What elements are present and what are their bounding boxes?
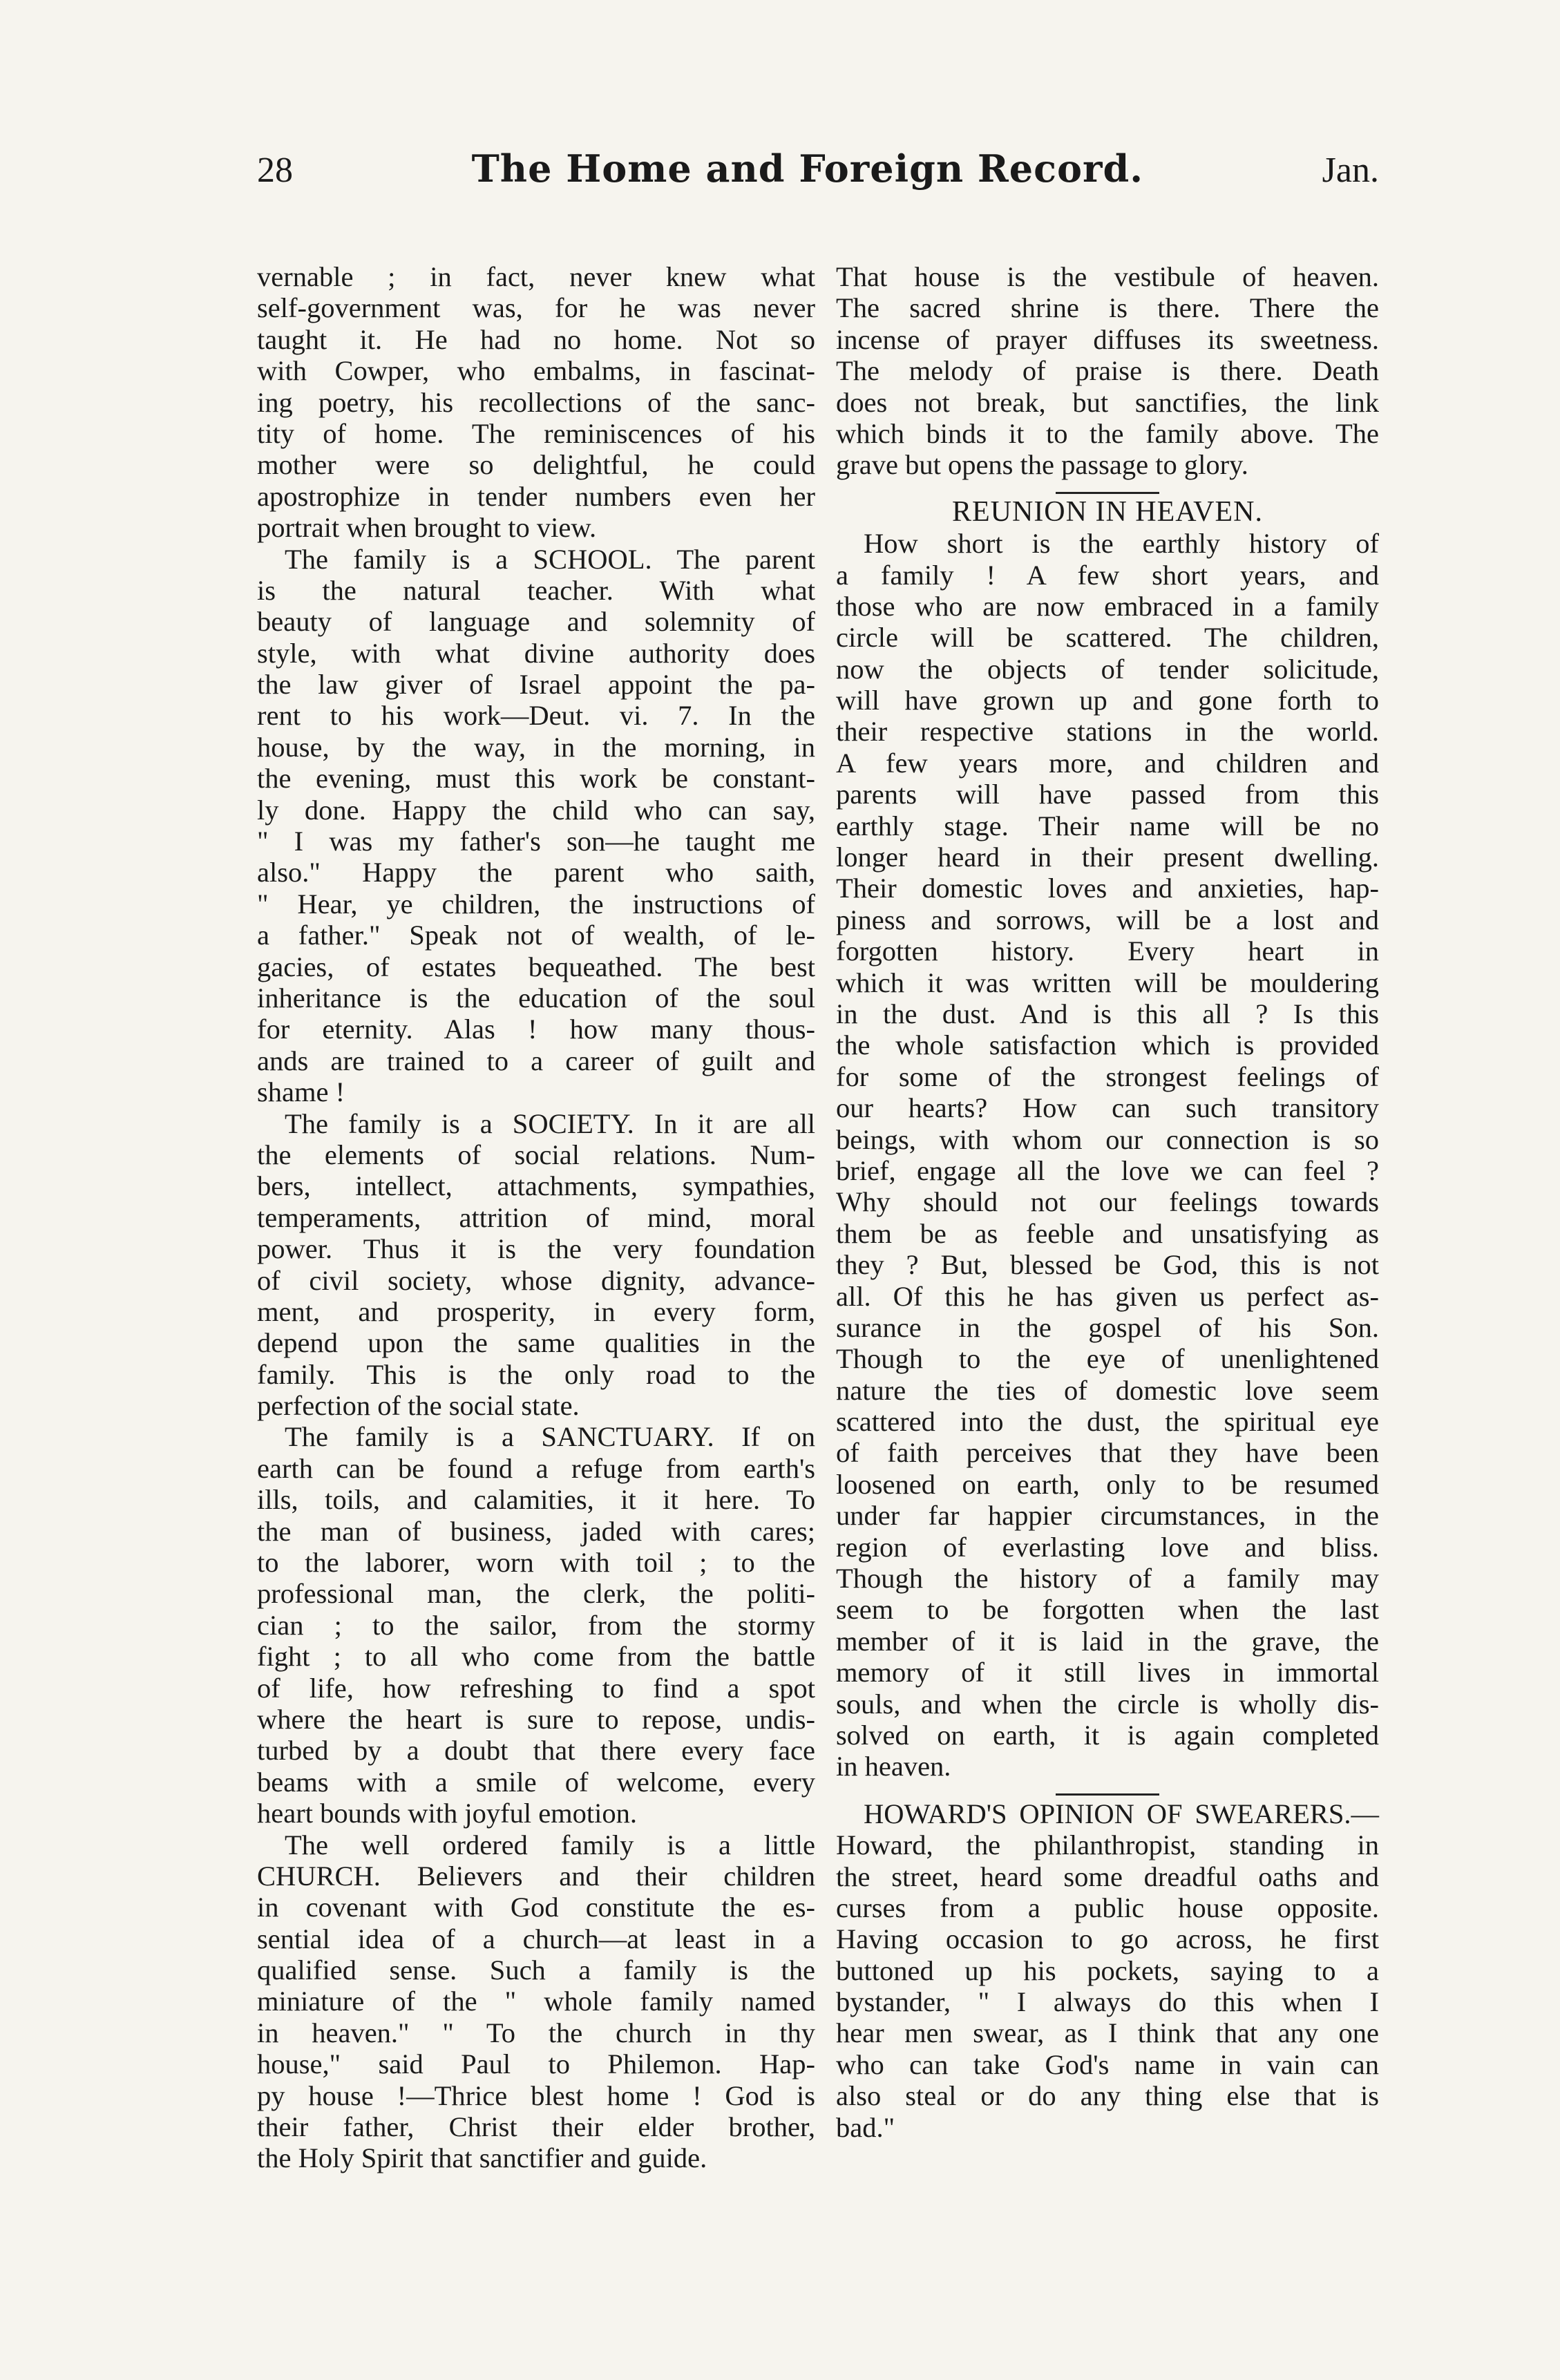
text-line: turbed by a doubt that there every face [257, 1735, 815, 1767]
text-line: self-government was, for he was never [257, 292, 815, 324]
text-line: heart bounds with joyful emotion. [257, 1798, 638, 1829]
text-line: now the objects of tender solicitude, [836, 653, 1379, 685]
text-line: gacies, of estates bequeathed. The best [257, 951, 815, 982]
text-line: ills, toils, and calamities, it it here. To [257, 1484, 815, 1516]
text-line: That house is the vestibule of heaven. [836, 261, 1379, 292]
text-line: grave but opens the passage to glory. [836, 449, 1248, 481]
text-line: portrait when brought to view. [257, 512, 597, 544]
text-line: qualified sense. Such a family is the [257, 1954, 815, 1986]
text-line: for eternity. Alas ! how many thous- [257, 1013, 815, 1045]
text-line: earthly stage. Their name will be no [836, 810, 1379, 841]
text-line: Though the history of a family may [836, 1563, 1379, 1594]
text-line: will have grown up and gone forth to [836, 685, 1379, 716]
text-line: apostrophize in tender numbers even her [257, 480, 815, 512]
text-line: the Holy Spirit that sanctifier and guide. [257, 2142, 707, 2174]
text-line: those who are now embraced in a family [836, 590, 1379, 622]
text-line: where the heart is sure to repose, undis- [257, 1703, 815, 1735]
text-line: member of it is laid in the grave, the [836, 1625, 1379, 1657]
page-number: 28 [257, 151, 293, 190]
text-line: taught it. He had no home. Not so [257, 323, 815, 355]
text-line: does not break, but sanctifies, the link [836, 386, 1379, 418]
text-line: longer heard in their present dwelling. [836, 841, 1379, 873]
howard-paragraph [836, 1798, 1379, 2143]
text-line: parents will have passed from this [836, 779, 1379, 810]
text-line: the evening, must this work be constant- [257, 763, 815, 794]
text-line: beings, with whom our connection is so [836, 1123, 1379, 1155]
text-line: perfection of the social state. [257, 1390, 580, 1422]
text-line: circle will be scattered. The children, [836, 622, 1379, 654]
text-line: beams with a smile of welcome, every [257, 1766, 815, 1798]
text-line: cian ; to the sailor, from the stormy [257, 1609, 815, 1641]
text-line: The family is a SOCIETY. In it are all [285, 1107, 815, 1139]
text-line: to the laborer, worn with toil ; to the [257, 1547, 815, 1579]
text-line: bers, intellect, attachments, sympathies, [257, 1170, 815, 1202]
text-line: seem to be forgotten when the last [836, 1594, 1379, 1626]
text-line: Their domestic loves and anxieties, hap- [836, 873, 1379, 904]
section-divider [1056, 492, 1159, 494]
text-line: nature the ties of domestic love seem [836, 1374, 1379, 1406]
text-line: also steal or do any thing else that is [836, 2080, 1379, 2112]
text-line: sential idea of a church—at least in a [257, 1923, 815, 1954]
text-line: miniature of the " whole family named [257, 1986, 815, 2017]
right-column [836, 261, 1379, 2143]
text-line: The sacred shrine is there. There the [836, 292, 1379, 324]
text-line: vernable ; in fact, never knew what [257, 261, 815, 292]
text-line: of life, how refreshing to find a spot [257, 1672, 815, 1704]
section-heading: REUNION IN HEAVEN. [951, 495, 1264, 528]
text-line: the law giver of Israel appoint the pa- [257, 669, 815, 701]
text-line: inheritance is the education of the soul [257, 982, 815, 1013]
text-line: which it was written will be mouldering [836, 967, 1379, 998]
text-line: in covenant with God constitute the es- [257, 1892, 815, 1923]
text-line: buttoned up his pockets, saying to a [836, 1954, 1379, 1986]
text-line: a father." Speak not of wealth, of le- [257, 920, 815, 951]
text-line: also." Happy the parent who saith, [257, 857, 815, 888]
text-line: rent to his work—Deut. vi. 7. In the [257, 700, 815, 732]
text-line: Having occasion to go across, he first [836, 1923, 1379, 1955]
text-line: house, by the way, in the morning, in [257, 731, 815, 763]
text-line: of faith perceives that they have been [836, 1437, 1379, 1469]
text-line: " Hear, ye children, the instructions of [257, 888, 815, 920]
text-line: in the dust. And is this all ? Is this [836, 998, 1379, 1029]
text-line: professional man, the clerk, the politi- [257, 1578, 815, 1610]
text-line: How short is the earthly history of [864, 528, 1379, 560]
text-line: forgotten history. Every heart in [836, 935, 1379, 967]
text-line: of civil society, whose dignity, advance- [257, 1264, 815, 1296]
text-line: power. Thus it is the very foundation [257, 1233, 815, 1265]
text-line: fight ; to all who come from the battle [257, 1641, 815, 1673]
text-line: is the natural teacher. With what [257, 574, 815, 606]
text-line: brief, engage all the love we can feel ? [836, 1154, 1379, 1186]
text-line: HOWARD'S OPINION OF SWEARERS.— [864, 1798, 1379, 1829]
text-line: temperaments, attrition of mind, moral [257, 1201, 815, 1233]
text-line: who can take God's name in vain can [836, 2048, 1379, 2080]
text-line: The well ordered family is a little [285, 1829, 815, 1860]
text-line: our hearts? How can such transitory [836, 1092, 1379, 1124]
text-line: the street, heard some dreadful oaths and [836, 1860, 1379, 1892]
text-line: in heaven." " To the church in thy [257, 2017, 815, 2048]
text-line: CHURCH. Believers and their children [257, 1860, 815, 1892]
text-line: for some of the strongest feelings of [836, 1060, 1379, 1092]
text-line: bystander, " I always do this when I [836, 1986, 1379, 2018]
text-line: memory of it still lives in immortal [836, 1657, 1379, 1688]
text-line: The family is a SCHOOL. The parent [285, 543, 815, 575]
text-line: under far happier circumstances, in the [836, 1500, 1379, 1532]
text-line: with Cowper, who embalms, in fascinat- [257, 355, 815, 387]
text-line: piness and sorrows, will be a lost and [836, 904, 1379, 935]
text-line: Though to the eye of unenlightened [836, 1343, 1379, 1375]
text-line: house," said Paul to Philemon. Hap- [257, 2048, 815, 2080]
left-column [257, 261, 815, 2174]
text-line: " I was my father's son—he taught me [257, 826, 815, 857]
text-line: solved on earth, it is again completed [836, 1719, 1379, 1751]
text-line: The family is a SANCTUARY. If on [285, 1421, 815, 1453]
text-line: the whole satisfaction which is provided [836, 1029, 1379, 1061]
text-line: py house !—Thrice blest home ! God is [257, 2079, 815, 2111]
text-line: scattered into the dust, the spiritual eye [836, 1406, 1379, 1438]
text-line: Howard, the philanthropist, standing in [836, 1829, 1379, 1861]
text-line: family. This is the only road to the [257, 1358, 815, 1390]
text-line: the man of business, jaded with cares; [257, 1515, 815, 1547]
text-line: region of everlasting love and bliss. [836, 1531, 1379, 1563]
text-line: surance in the gospel of his Son. [836, 1311, 1379, 1343]
text-line: Why should not our feelings towards [836, 1186, 1379, 1218]
text-line: their respective stations in the world. [836, 716, 1379, 748]
text-line: ly done. Happy the child who can say, [257, 794, 815, 826]
running-head [257, 146, 1379, 202]
text-line: ing poetry, his recollections of the sanc- [257, 386, 815, 418]
text-line: they ? But, blessed be God, this is not [836, 1249, 1379, 1281]
text-line: ands are trained to a career of guilt and [257, 1045, 815, 1076]
text-line: ment, and prosperity, in every form, [257, 1295, 815, 1327]
journal-title: The Home and Foreign Record. [471, 146, 1144, 191]
text-line: mother were so delightful, he could [257, 449, 815, 481]
reunion-paragraph [836, 528, 1379, 1782]
text-line: beauty of language and solemnity of [257, 606, 815, 638]
text-line: tity of home. The reminiscences of his [257, 417, 815, 449]
text-line: depend upon the same qualities in the [257, 1327, 815, 1359]
text-line: a family ! A few short years, and [836, 559, 1379, 591]
text-line: The melody of praise is there. Death [836, 355, 1379, 387]
text-line: bad." [836, 2111, 895, 2143]
vestibule-paragraph [836, 261, 1379, 481]
issue-month: Jan. [1322, 151, 1379, 190]
text-line: souls, and when the circle is wholly dis- [836, 1688, 1379, 1720]
text-line: their father, Christ their elder brother, [257, 2111, 815, 2143]
text-line: loosened on earth, only to be resumed [836, 1468, 1379, 1500]
text-line: in heaven. [836, 1751, 951, 1782]
text-line: the elements of social relations. Num- [257, 1139, 815, 1170]
text-line: curses from a public house opposite. [836, 1892, 1379, 1923]
text-line: hear men swear, as I think that any one [836, 2017, 1379, 2049]
text-line: A few years more, and children and [836, 747, 1379, 779]
text-line: incense of prayer diffuses its sweetness. [836, 323, 1379, 355]
text-line: them be as feeble and unsatisfying as [836, 1217, 1379, 1249]
section-divider [1056, 1793, 1159, 1796]
text-line: shame ! [257, 1076, 345, 1108]
text-line: all. Of this he has given us perfect as- [836, 1280, 1379, 1312]
text-line: earth can be found a refuge from earth's [257, 1452, 815, 1484]
text-line: which binds it to the family above. The [836, 417, 1379, 449]
text-line: style, with what divine authority does [257, 637, 815, 669]
